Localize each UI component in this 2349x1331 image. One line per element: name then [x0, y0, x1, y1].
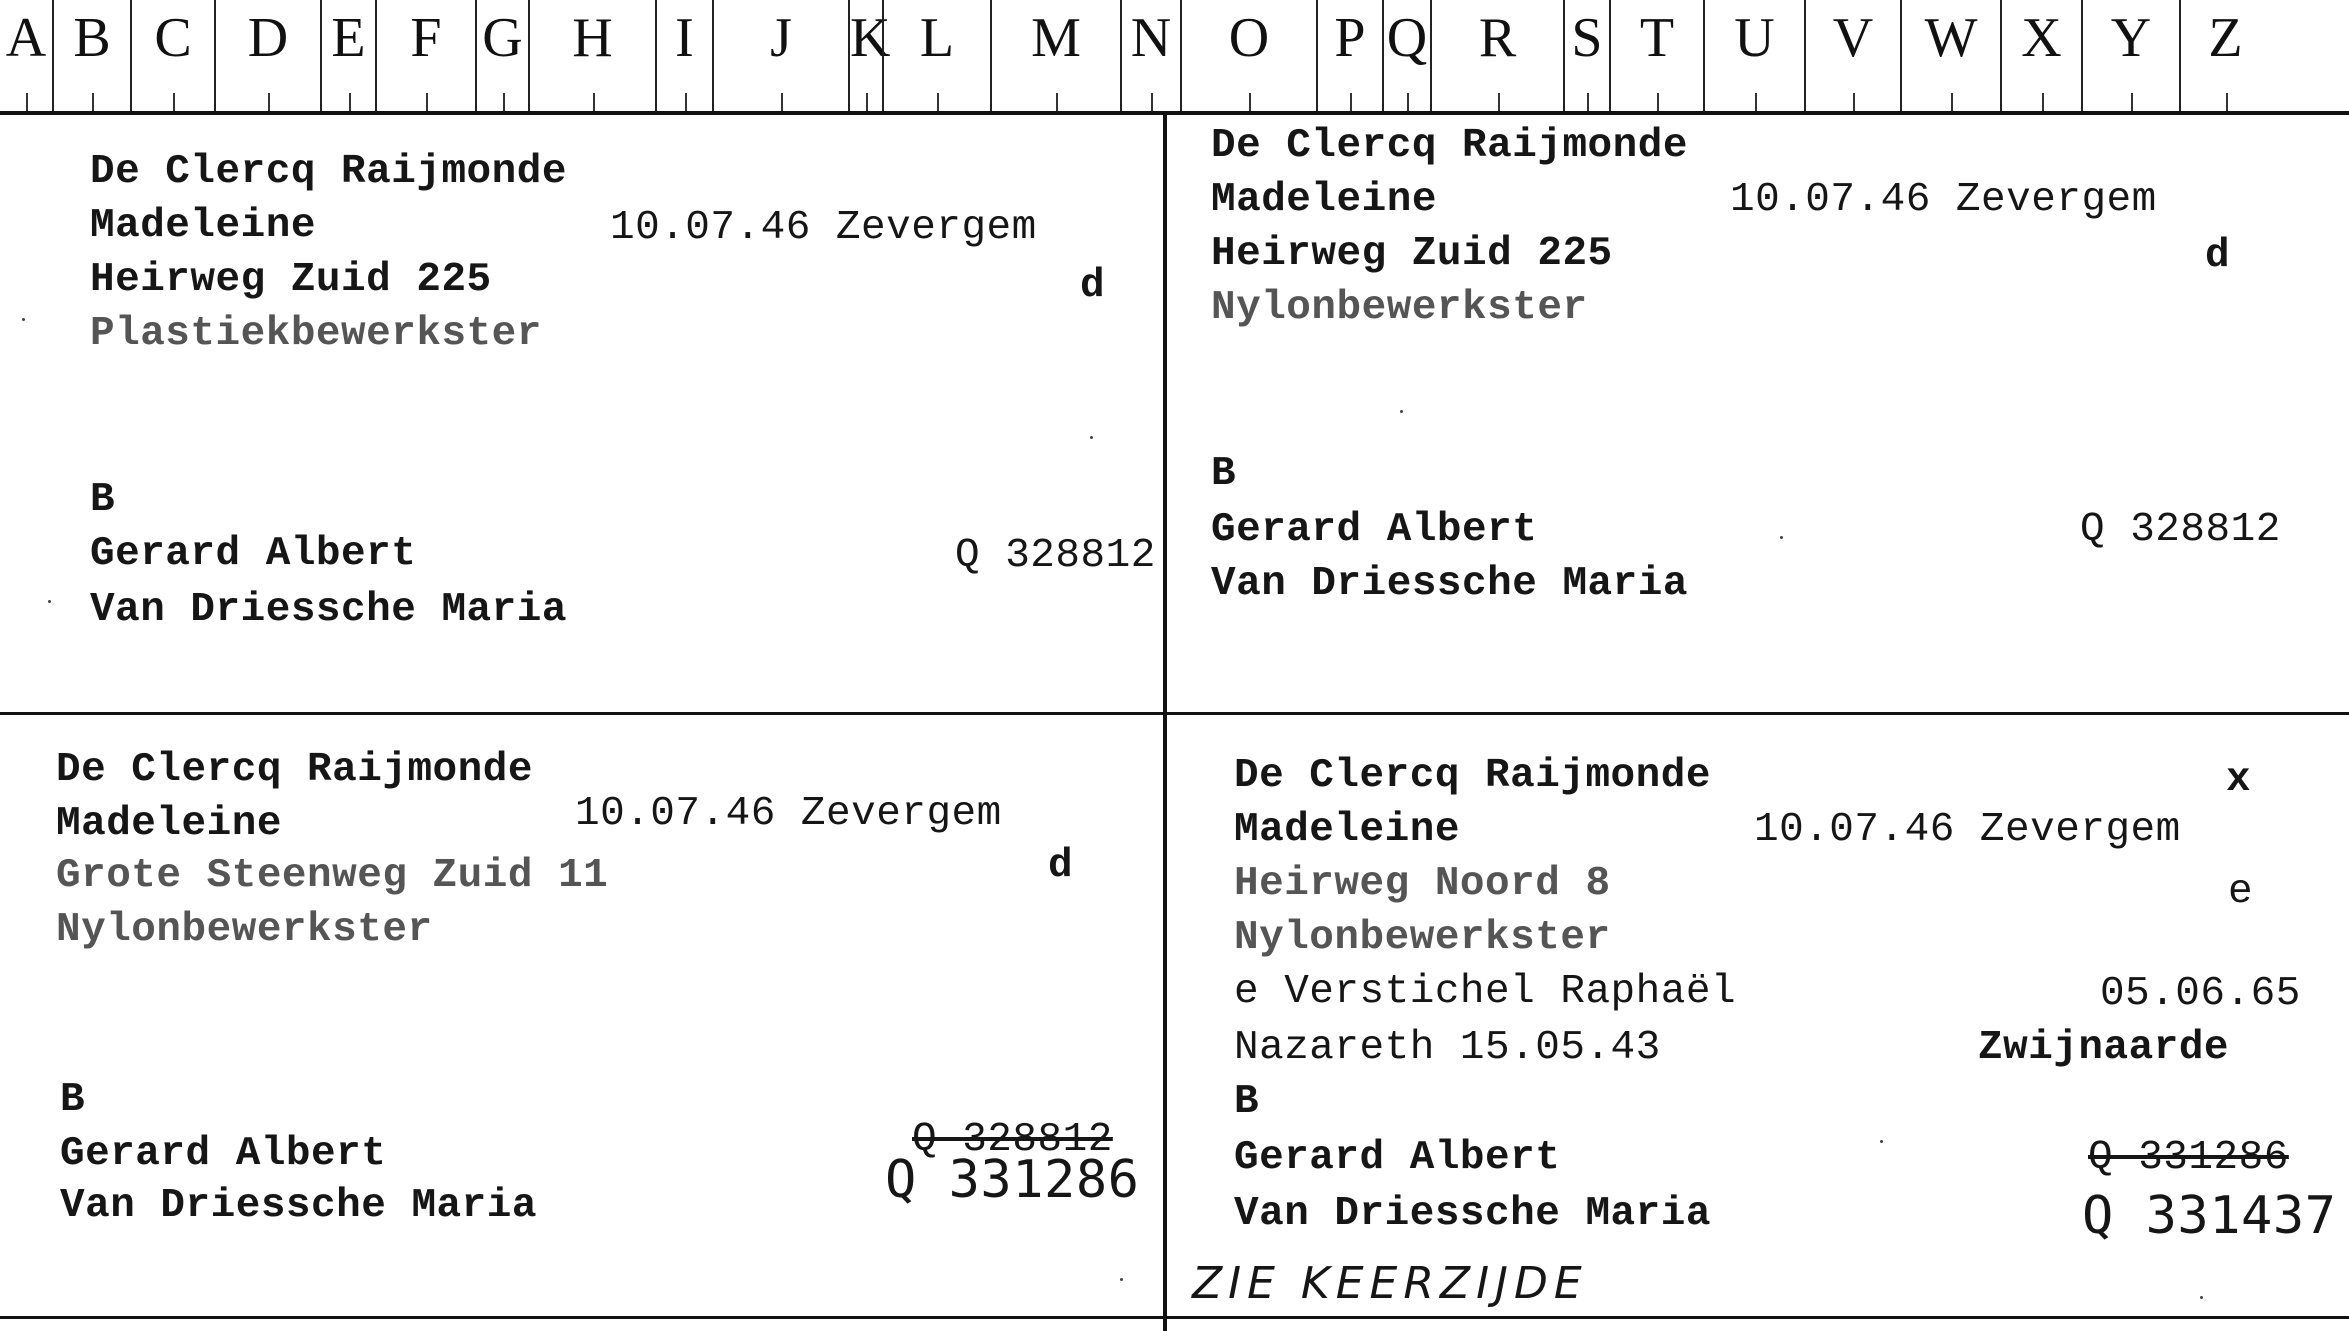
card-birth: 10.07.46 Zevergem — [610, 205, 1037, 251]
alphabet-tick — [268, 93, 270, 111]
card-mark: d — [1048, 843, 1074, 889]
alphabet-letter-p: P — [1316, 0, 1382, 111]
scan-speck — [22, 318, 25, 321]
card-mark: d — [1080, 263, 1106, 309]
card-code: B — [1234, 1079, 1260, 1125]
card-number: Q 328812 — [2080, 507, 2281, 553]
card-address: Heirweg Zuid 225 — [90, 257, 492, 303]
handwritten-note: ZIE KEERZIJDE — [1192, 1258, 1588, 1309]
alphabet-tick — [92, 93, 94, 111]
alphabet-tick — [1853, 93, 1855, 111]
card-father: Gerard Albert — [1211, 507, 1538, 553]
alphabet-letter-j: J — [712, 0, 848, 111]
card-first-name: Madeleine — [1211, 177, 1437, 223]
card-mark: e — [2228, 869, 2254, 915]
card-address: Grote Steenweg Zuid 11 — [56, 853, 609, 899]
alphabet-tick — [1350, 93, 1352, 111]
alphabet-letter-x: X — [2000, 0, 2081, 111]
alphabet-letter-f: F — [375, 0, 475, 111]
alphabet-letter-b: B — [52, 0, 130, 111]
card-occupation: Nylonbewerkster — [56, 907, 433, 953]
card-spouse-birth: Nazareth 15.05.43 — [1234, 1025, 1661, 1071]
alphabet-tick — [426, 93, 428, 111]
alphabet-letter-y: Y — [2081, 0, 2179, 111]
alphabet-tick — [1151, 93, 1153, 111]
card-old-number-struck: Q 328812 — [912, 1117, 1113, 1163]
alphabet-tick — [2131, 93, 2133, 111]
alphabet-letter-m: M — [990, 0, 1120, 111]
card-divider-vertical — [1163, 115, 1167, 1331]
alphabet-letter-u: U — [1703, 0, 1804, 111]
card-mother: Van Driessche Maria — [1234, 1191, 1711, 1237]
scan-speck — [1120, 1278, 1123, 1281]
alphabet-tick — [937, 93, 939, 111]
alphabet-tick — [1056, 93, 1058, 111]
alphabet-letter-l: L — [882, 0, 990, 111]
scan-speck — [2200, 1296, 2203, 1299]
alphabet-tick — [349, 93, 351, 111]
alphabet-tick — [2226, 93, 2228, 111]
card-spouse-place: Zwijnaarde — [1978, 1025, 2230, 1071]
card-marriage-date: 05.06.65 — [2100, 971, 2301, 1017]
card-spouse: e Verstichel Raphaël — [1234, 969, 1737, 1015]
alphabet-tick — [781, 93, 783, 111]
alphabet-letter-a: A — [0, 0, 52, 111]
alphabet-letter-n: N — [1120, 0, 1180, 111]
scan-speck — [1780, 536, 1783, 539]
card-occupation: Nylonbewerkster — [1234, 915, 1611, 961]
alphabet-letter-s: S — [1563, 0, 1609, 111]
alphabet-letter-k: K — [848, 0, 882, 111]
alphabet-tick — [1951, 93, 1953, 111]
card-address: Heirweg Zuid 225 — [1211, 231, 1613, 277]
card-address: Heirweg Noord 8 — [1234, 861, 1611, 907]
card-name: De Clercq Raijmonde — [90, 149, 567, 195]
alphabet-letter-t: T — [1609, 0, 1703, 111]
card-mark: d — [2205, 233, 2231, 279]
card-father: Gerard Albert — [1234, 1135, 1561, 1181]
card-occupation: Plastiekbewerkster — [90, 311, 542, 357]
alphabet-tick — [1498, 93, 1500, 111]
alphabet-tick — [1657, 93, 1659, 111]
alphabet-tick — [2042, 93, 2044, 111]
card-first-name: Madeleine — [56, 801, 282, 847]
card-code: B — [60, 1077, 86, 1123]
alphabet-tick — [26, 93, 28, 111]
alphabet-tick — [1755, 93, 1757, 111]
card-number: Q 331286 — [885, 1150, 1140, 1210]
alphabet-tick — [685, 93, 687, 111]
alphabet-letter-e: E — [320, 0, 375, 111]
alphabet-tick — [866, 93, 868, 111]
card-birth: 10.07.46 Zevergem — [1730, 177, 2157, 223]
scan-speck — [1090, 436, 1093, 439]
card-mother: Van Driessche Maria — [60, 1183, 537, 1229]
card-occupation: Nylonbewerkster — [1211, 285, 1588, 331]
alphabet-tick — [593, 93, 595, 111]
alphabet-letter-g: G — [475, 0, 528, 111]
card-number: Q 331437 — [2082, 1186, 2337, 1246]
alphabet-tick — [1249, 93, 1251, 111]
card-birth: 10.07.46 Zevergem — [1754, 807, 2181, 853]
card-name: De Clercq Raijmonde — [56, 747, 533, 793]
alphabet-letter-r: R — [1430, 0, 1563, 111]
alphabet-letter-c: C — [130, 0, 214, 111]
alphabet-letter-d: D — [214, 0, 320, 111]
card-name: De Clercq Raijmonde — [1234, 753, 1711, 799]
alphabet-letter-z: Z — [2179, 0, 2270, 111]
scan-speck — [48, 600, 51, 603]
alphabet-letter-h: H — [528, 0, 655, 111]
card-code: B — [1211, 451, 1237, 497]
alphabet-tick — [1587, 93, 1589, 111]
card-father: Gerard Albert — [60, 1131, 387, 1177]
alphabet-letter-w: W — [1900, 0, 2000, 111]
alphabet-tick — [1407, 93, 1409, 111]
alphabet-tick — [173, 93, 175, 111]
card-divider-bottom — [0, 1316, 2349, 1319]
alphabet-letter-q: Q — [1382, 0, 1430, 111]
scan-speck — [1880, 1140, 1883, 1143]
card-number: Q 328812 — [955, 533, 1156, 579]
alphabet-letter-i: I — [655, 0, 712, 111]
card-mother: Van Driessche Maria — [1211, 561, 1688, 607]
card-mother: Van Driessche Maria — [90, 587, 567, 633]
alphabet-index-strip — [0, 0, 2349, 115]
scan-speck — [1400, 410, 1403, 413]
card-divider-horizontal — [0, 712, 2349, 715]
alphabet-letter-v: V — [1804, 0, 1900, 111]
card-name: De Clercq Raijmonde — [1211, 123, 1688, 169]
card-code: B — [90, 477, 116, 523]
alphabet-letter-o: O — [1180, 0, 1316, 111]
card-first-name: Madeleine — [1234, 807, 1460, 853]
alphabet-tick — [503, 93, 505, 111]
card-first-name: Madeleine — [90, 203, 316, 249]
card-old-number-struck: Q 331286 — [2088, 1135, 2289, 1181]
card-father: Gerard Albert — [90, 531, 417, 577]
card-birth: 10.07.46 Zevergem — [575, 791, 1002, 837]
card-corner-mark: x — [2226, 757, 2252, 803]
